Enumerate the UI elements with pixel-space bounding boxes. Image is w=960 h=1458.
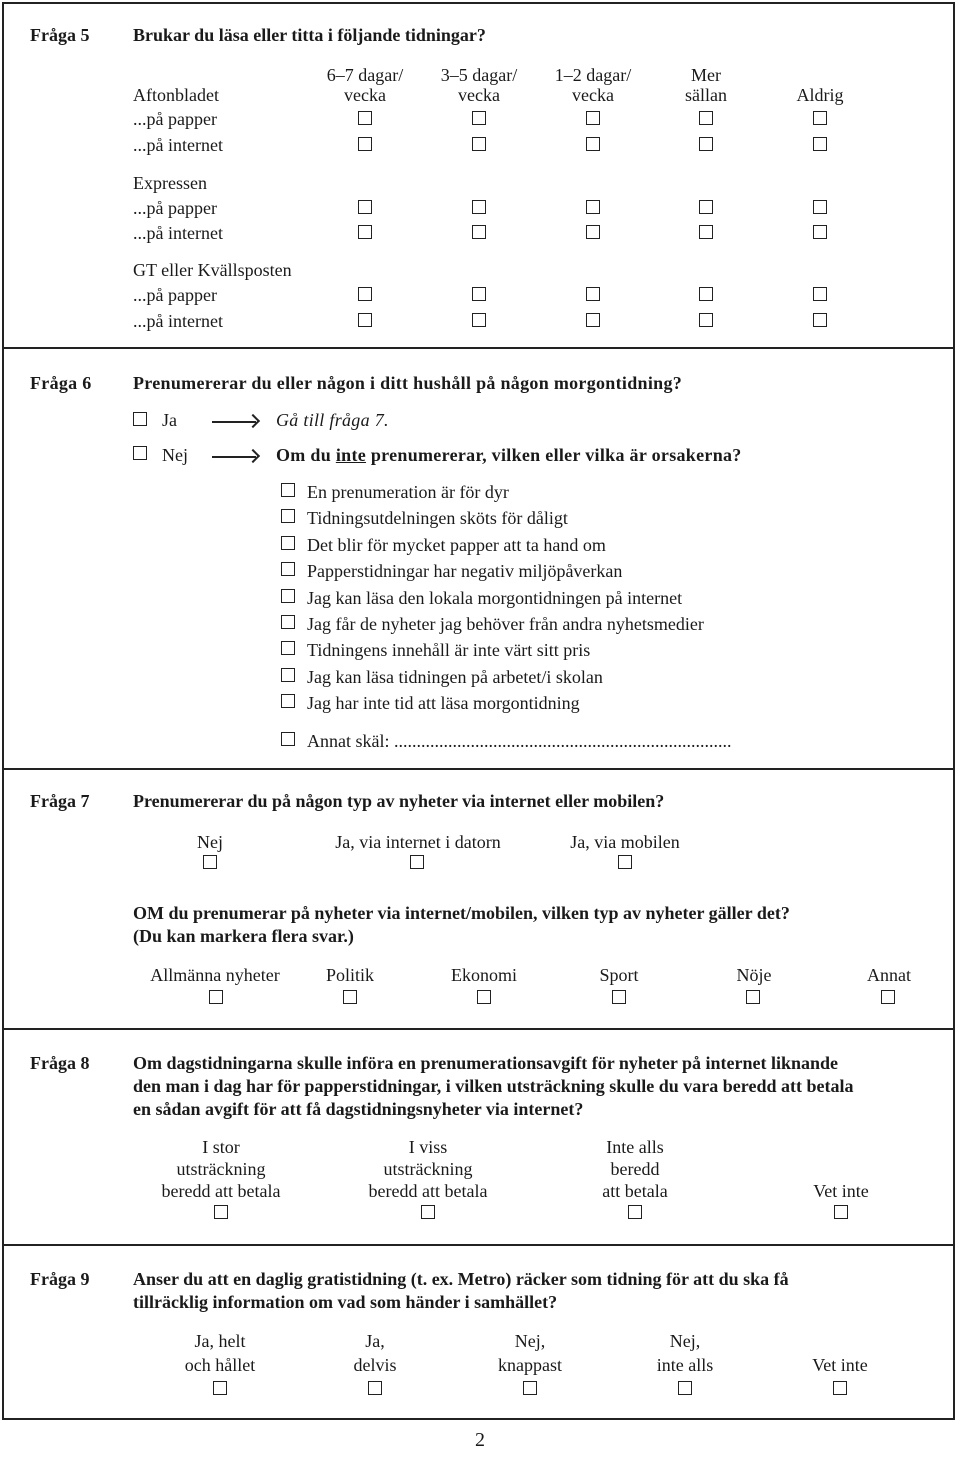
checkbox[interactable] — [586, 137, 600, 151]
checkbox[interactable] — [421, 1205, 435, 1219]
q9-option-line: och hållet — [184, 1355, 256, 1375]
checkbox[interactable] — [699, 287, 713, 301]
checkbox[interactable] — [281, 589, 295, 603]
q5-row-label: ...på papper — [133, 285, 217, 305]
checkbox[interactable] — [699, 225, 713, 239]
q7-followup-line2: (Du kan markera flera svar.) — [133, 926, 354, 946]
q8-question-line1: Om dagstidningarna skulle införa en prenumerationsavgift för nyheter på internet liknande — [133, 1053, 839, 1073]
checkbox[interactable] — [410, 855, 424, 869]
checkbox[interactable] — [281, 562, 295, 576]
checkbox[interactable] — [472, 225, 486, 239]
checkbox[interactable] — [343, 990, 357, 1004]
q7-question: Prenumererar du på någon typ av nyheter via internet eller mobilen? — [133, 791, 665, 811]
q9-option-line: Nej, — [514, 1331, 546, 1351]
checkbox[interactable] — [813, 111, 827, 125]
q6-reason: Jag kan läsa den lokala morgontidningen på internet — [307, 588, 683, 608]
divider — [2, 1028, 955, 1030]
q7-type-label: Annat — [867, 965, 911, 985]
q6-reason: Tidningsutdelningen sköts för dåligt — [307, 508, 568, 528]
checkbox[interactable] — [281, 615, 295, 629]
q5-col-3-line1: 1–2 dagar/ — [554, 65, 632, 85]
q6-question: Prenumererar du eller någon i ditt hushåll på någon morgontidning? — [133, 373, 683, 393]
q7-type-label: Ekonomi — [451, 965, 517, 985]
q5-col-2-line2: vecka — [458, 85, 500, 105]
checkbox[interactable] — [813, 137, 827, 151]
checkbox[interactable] — [586, 225, 600, 239]
q7-option-label: Nej — [197, 832, 223, 852]
q6-reason: Jag kan läsa tidningen på arbetet/i skolan — [307, 667, 603, 687]
q9-label: Fråga 9 — [30, 1269, 90, 1289]
q5-col-4-line2: sällan — [685, 85, 727, 105]
checkbox[interactable] — [586, 111, 600, 125]
checkbox[interactable] — [881, 990, 895, 1004]
checkbox[interactable] — [203, 855, 217, 869]
q5-group-aftonbladet: Aftonbladet — [133, 85, 219, 105]
q6-no-question: Om du inte prenumererar, vilken eller vilka är orsakerna? — [276, 445, 742, 465]
q6-reason: En prenumeration är för dyr — [307, 482, 509, 502]
q5-col-3-line2: vecka — [572, 85, 614, 105]
q9-question-line1: Anser du att en daglig gratistidning (t. ex. Metro) räcker som tidning för att du ska få — [133, 1269, 789, 1289]
checkbox[interactable] — [813, 200, 827, 214]
q6-reason: Papperstidningar har negativ miljöpåverkan — [307, 561, 623, 581]
q5-row-label: ...på internet — [133, 311, 223, 331]
checkbox[interactable] — [213, 1381, 227, 1395]
q7-type-label: Politik — [325, 965, 374, 985]
checkbox[interactable] — [358, 111, 372, 125]
q8-option-line: beredd att betala — [368, 1181, 488, 1201]
checkbox[interactable] — [281, 668, 295, 682]
q7-option-label: Ja, via mobilen — [570, 832, 680, 852]
q6-yes-goto: Gå till fråga 7. — [276, 410, 389, 430]
checkbox[interactable] — [612, 990, 626, 1004]
checkbox[interactable] — [746, 990, 760, 1004]
checkbox[interactable] — [358, 225, 372, 239]
checkbox[interactable] — [834, 1205, 848, 1219]
q5-row-label: ...på papper — [133, 109, 217, 129]
q6-label: Fråga 6 — [30, 373, 92, 393]
q6-yes-label: Ja — [162, 410, 177, 430]
checkbox[interactable] — [472, 137, 486, 151]
q5-question: Brukar du läsa eller titta i följande tidningar? — [133, 25, 486, 45]
q6-no-label: Nej — [162, 445, 188, 465]
q9-option-line: inte alls — [656, 1355, 714, 1375]
q8-option-line: Inte alls — [606, 1137, 664, 1157]
q5-group-expressen: Expressen — [133, 173, 207, 193]
q7-type-label: Nöje — [736, 965, 772, 985]
q9-option-line: Ja, — [365, 1331, 385, 1351]
checkbox[interactable] — [472, 287, 486, 301]
q6-no-checkbox[interactable] — [133, 446, 147, 460]
checkbox[interactable] — [281, 483, 295, 497]
checkbox[interactable] — [586, 313, 600, 327]
q7-followup-line1: OM du prenumerar på nyheter via internet/mobilen, vilken typ av nyheter gäller det? — [133, 903, 790, 923]
checkbox[interactable] — [678, 1381, 692, 1395]
q8-option-line: I stor — [202, 1137, 240, 1157]
checkbox[interactable] — [699, 200, 713, 214]
q5-label: Fråga 5 — [30, 25, 90, 45]
checkbox[interactable] — [358, 137, 372, 151]
checkbox[interactable] — [281, 732, 295, 746]
q8-option-line: utsträckning — [176, 1159, 266, 1179]
q8-option-line: beredd att betala — [161, 1181, 281, 1201]
q7-type-label: Sport — [599, 965, 639, 985]
checkbox[interactable] — [699, 137, 713, 151]
q7-type-label: Allmänna nyheter — [150, 965, 280, 985]
arrow-right-icon — [212, 456, 256, 458]
checkbox[interactable] — [358, 200, 372, 214]
q8-option-line: Vet inte — [813, 1181, 869, 1201]
q9-option-line: knappast — [498, 1355, 562, 1375]
q9-option-line: Nej, — [669, 1331, 701, 1351]
checkbox[interactable] — [618, 855, 632, 869]
checkbox[interactable] — [368, 1381, 382, 1395]
checkbox[interactable] — [358, 313, 372, 327]
checkbox[interactable] — [472, 111, 486, 125]
q6-reason: Tidningens innehåll är inte värt sitt pris — [307, 640, 591, 660]
checkbox[interactable] — [281, 641, 295, 655]
q5-col-1-line2: vecka — [344, 85, 386, 105]
q6-reason: Jag får de nyheter jag behöver från andra nyhetsmedier — [307, 614, 704, 634]
q6-yes-checkbox[interactable] — [133, 412, 147, 426]
q9-question-line2: tillräcklig information om vad som händer i samhället? — [133, 1292, 558, 1312]
checkbox[interactable] — [699, 313, 713, 327]
checkbox[interactable] — [586, 200, 600, 214]
checkbox[interactable] — [477, 990, 491, 1004]
checkbox[interactable] — [281, 509, 295, 523]
q9-option-line: delvis — [353, 1355, 397, 1375]
checkbox[interactable] — [281, 536, 295, 550]
q8-option-line: beredd — [610, 1159, 660, 1179]
q8-question-line3: en sådan avgift för att få dagstidningsnyheter via internet? — [133, 1099, 584, 1119]
checkbox[interactable] — [586, 287, 600, 301]
q5-row-label: ...på internet — [133, 223, 223, 243]
checkbox[interactable] — [813, 313, 827, 327]
checkbox[interactable] — [472, 313, 486, 327]
q5-col-5-line2: Aldrig — [796, 85, 844, 105]
checkbox[interactable] — [358, 287, 372, 301]
q5-col-2-line1: 3–5 dagar/ — [440, 65, 518, 85]
divider — [2, 768, 955, 770]
q5-col-1-line1: 6–7 dagar/ — [326, 65, 404, 85]
checkbox[interactable] — [214, 1205, 228, 1219]
checkbox[interactable] — [833, 1381, 847, 1395]
arrow-right-icon — [212, 421, 256, 423]
checkbox[interactable] — [523, 1381, 537, 1395]
q9-option-line: Vet inte — [812, 1355, 868, 1375]
q8-question-line2: den man i dag har för papperstidningar, i vilken utsträckning skulle du vara beredd att betala — [133, 1076, 854, 1096]
checkbox[interactable] — [209, 990, 223, 1004]
q8-option-line: att betala — [602, 1181, 668, 1201]
divider — [2, 1244, 955, 1246]
q7-option-label: Ja, via internet i datorn — [335, 832, 501, 852]
checkbox[interactable] — [281, 694, 295, 708]
q5-row-label: ...på internet — [133, 135, 223, 155]
q6-other-reason: Annat skäl: ........................................................................... — [307, 731, 732, 751]
q6-reason: Jag har inte tid att läsa morgontidning — [307, 693, 580, 713]
divider — [2, 347, 955, 349]
q5-group-gt-kvallsposten: GT eller Kvällsposten — [133, 260, 292, 280]
checkbox[interactable] — [628, 1205, 642, 1219]
q6-reason: Det blir för mycket papper att ta hand om — [307, 535, 606, 555]
q5-row-label: ...på papper — [133, 198, 217, 218]
checkbox[interactable] — [699, 111, 713, 125]
checkbox[interactable] — [472, 200, 486, 214]
page-number: 2 — [475, 1429, 485, 1451]
q8-option-line: I viss — [408, 1137, 448, 1157]
q7-label: Fråga 7 — [30, 791, 90, 811]
checkbox[interactable] — [813, 287, 827, 301]
q5-col-4-line1: Mer — [691, 65, 721, 85]
checkbox[interactable] — [813, 225, 827, 239]
q8-option-line: utsträckning — [383, 1159, 473, 1179]
q8-label: Fråga 8 — [30, 1053, 90, 1073]
q9-option-line: Ja, helt — [194, 1331, 246, 1351]
